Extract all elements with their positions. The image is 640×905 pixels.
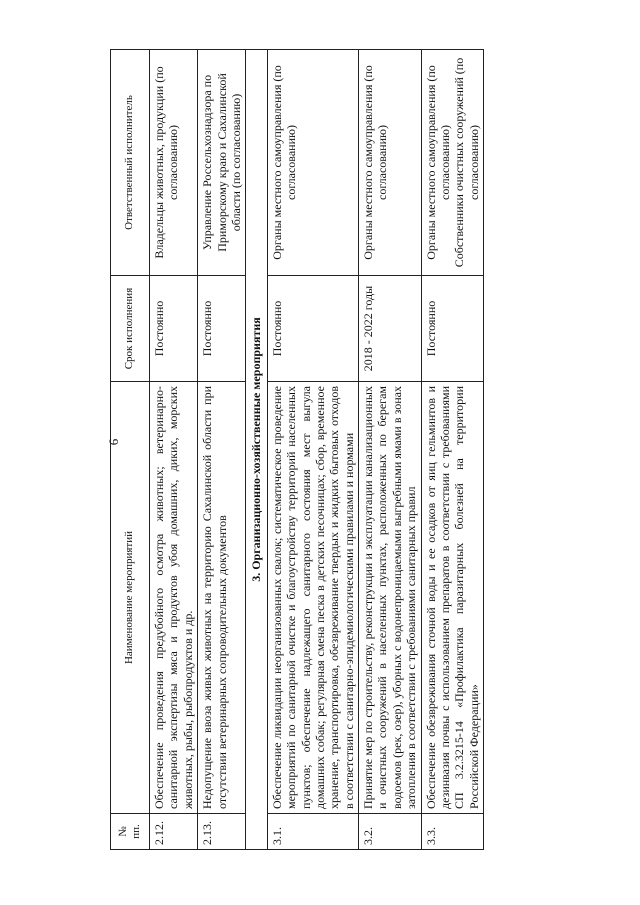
table-row bbox=[150, 50, 198, 850]
row-term: 2018 - 2022 годы bbox=[359, 276, 422, 382]
page-number: 6 bbox=[106, 438, 121, 446]
row-num: 3.3. bbox=[421, 814, 484, 850]
row-name: Обеспечение ликвидации неорганизованных свалок; систематическое проведение мероприятий по санитарной очистке и благоустройству территорий населенных пунктов; обеспечение надлежащего санитарного состояния мест выгула домашних собак; регулярная смена песка в детских песочницах; сбор, временное хранение, транспортировка, обезвреживание твердых и жидких бытовых отходов в соответствии с санитарно-эпидемиологическими правилами и нормами bbox=[267, 382, 358, 814]
table-row bbox=[267, 50, 358, 850]
row-executor: Владельцы животных, продукции (по согласованию) bbox=[150, 50, 198, 276]
table-row bbox=[198, 50, 246, 850]
header-term: Срок исполнения bbox=[111, 276, 150, 382]
row-executor bbox=[421, 50, 484, 276]
section-title: 3. Организационно-хозяйственные мероприятия bbox=[246, 50, 267, 850]
row-name: Обеспечение проведения предубойного осмотра животных; ветеринарно-санитарной экспертизы мяса и продуктов убоя домашних, диких, морских животных, рыбы, рыбопродуктов и др. bbox=[150, 382, 198, 814]
row-executor: Управление Россельхознадзора по Приморскому краю и Сахалинской области (по согласованию) bbox=[198, 50, 246, 276]
row-name: Обеспечение обезвреживания сточной воды и ее осадков от яиц гельминтов и дезинвазия почвы с использованием препаратов в соответствии с требованиями СП 3.2.3215-14 «Профилактика паразитарных болезней на территории Российской Федерации» bbox=[421, 382, 484, 814]
table-row bbox=[421, 50, 484, 850]
row-term: Постоянно bbox=[198, 276, 246, 382]
row-name: Недопущение ввоза живых животных на территорию Сахалинской области при отсутствии ветеринарных сопроводительных документов bbox=[198, 382, 246, 814]
row-name: Принятие мер по строительству, реконструкции и эксплуатации канализационных и очистных сооружений в населенных пунктах, расположенных по берегам водоемов (рек, озер), уборных с водонепроницаемыми выгребными ямами в зонах затопления в соответствии с требованиями санитарных правил bbox=[359, 382, 422, 814]
rotated-table-wrapper bbox=[110, 50, 640, 850]
row-term: Постоянно bbox=[150, 276, 198, 382]
row-num: 2.13. bbox=[198, 814, 246, 850]
row-executor-line: Органы местного самоуправления (по согласованию) bbox=[423, 65, 453, 260]
row-num: 3.1. bbox=[267, 814, 358, 850]
table-header-row bbox=[111, 50, 150, 850]
section-header-row bbox=[246, 50, 267, 850]
header-name: Наименование мероприятий bbox=[111, 382, 150, 814]
row-num: 2.12. bbox=[150, 814, 198, 850]
row-term: Постоянно bbox=[267, 276, 358, 382]
table-row bbox=[359, 50, 422, 850]
measures-table bbox=[110, 49, 484, 850]
row-executor: Органы местного самоуправления (по согласованию) bbox=[359, 50, 422, 276]
row-executor: Органы местного самоуправления (по согласованию) bbox=[267, 50, 358, 276]
header-num: № пп. bbox=[111, 814, 150, 850]
row-term: Постоянно bbox=[421, 276, 484, 382]
header-executor: Ответственный исполнитель bbox=[111, 50, 150, 276]
row-executor-line: Собственники очистных сооружений (по согласованию) bbox=[452, 57, 481, 268]
row-num: 3.2. bbox=[359, 814, 422, 850]
